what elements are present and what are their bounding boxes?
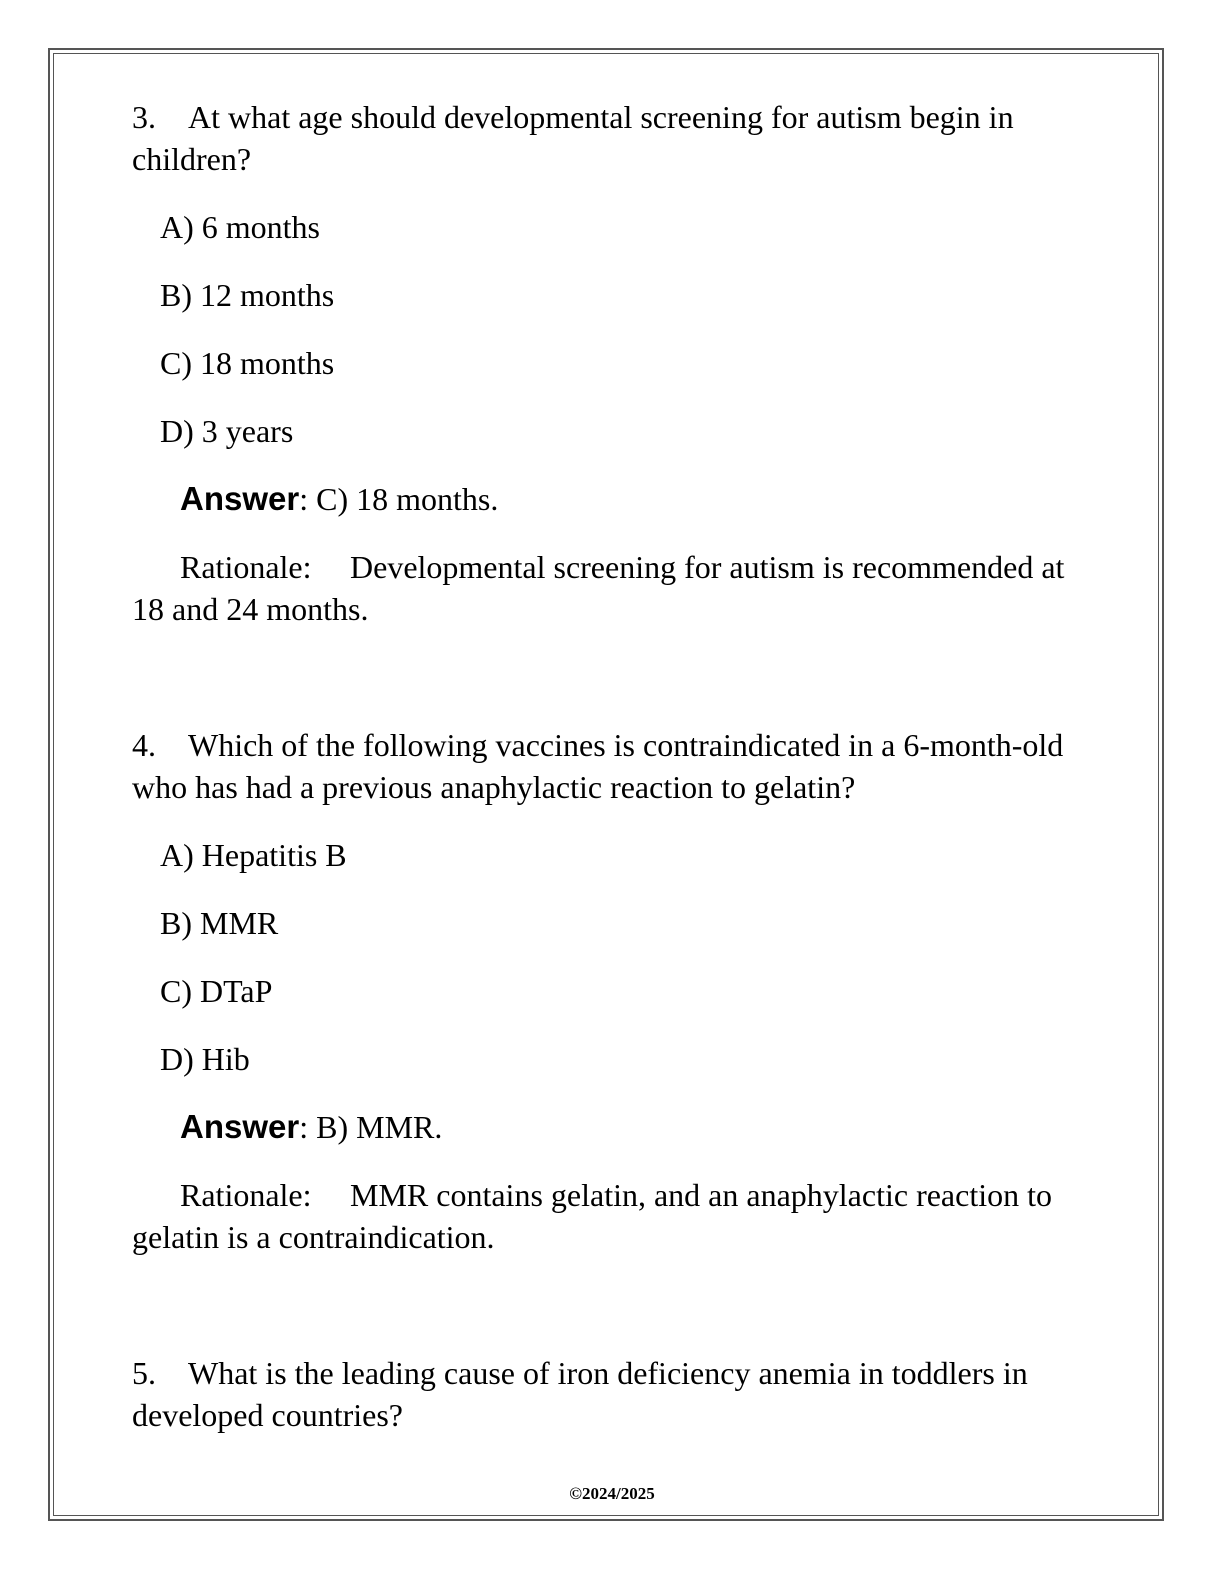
question-number: 4.	[132, 727, 156, 763]
question-block	[132, 96, 1092, 630]
question-number: 5.	[132, 1355, 156, 1391]
question-stem: Which of the following vaccines is contraindicated in a 6-month-old who has had a previous anaphylactic reaction to gelatin?	[132, 727, 1072, 805]
question-block	[132, 724, 1092, 1258]
answer-line	[132, 1106, 1092, 1148]
question-text	[132, 724, 1092, 808]
option-a: A) Hepatitis B	[160, 837, 347, 873]
option-c: C) 18 months	[160, 345, 335, 381]
question-stem: At what age should developmental screening for autism begin in children?	[132, 99, 1022, 177]
question-number: 3.	[132, 99, 156, 135]
answer-line	[132, 478, 1092, 520]
copyright-footer: ©2024/2025	[569, 1484, 655, 1503]
question-text	[132, 1352, 1092, 1436]
answer-label: Answer	[180, 1108, 300, 1145]
option-d: D) Hib	[160, 1041, 250, 1077]
answer-text: : B) MMR.	[299, 1109, 443, 1145]
answer-options	[132, 834, 1092, 1080]
answer-options	[132, 206, 1092, 452]
option-b: B) 12 months	[160, 277, 335, 313]
rationale-label: Rationale:	[180, 1177, 312, 1213]
option-a: A) 6 months	[160, 209, 320, 245]
answer-label: Answer	[180, 480, 300, 517]
question-stem: What is the leading cause of iron deficiency anemia in toddlers in developed countries?	[132, 1355, 1036, 1433]
question-block	[132, 1352, 1092, 1436]
option-d: D) 3 years	[160, 413, 294, 449]
rationale-label: Rationale:	[180, 549, 312, 585]
question-text	[132, 96, 1092, 180]
rationale	[132, 546, 1092, 630]
rationale	[132, 1174, 1092, 1258]
answer-text: : C) 18 months.	[299, 481, 499, 517]
option-c: C) DTaP	[160, 973, 273, 1009]
rationale-text: MMR contains gelatin, and an anaphylactic reaction to gelatin is a contraindication.	[132, 1177, 1052, 1255]
document-content	[132, 96, 1092, 1436]
option-b: B) MMR	[160, 905, 279, 941]
rationale-text: Developmental screening for autism is recommended at 18 and 24 months.	[132, 549, 1065, 627]
